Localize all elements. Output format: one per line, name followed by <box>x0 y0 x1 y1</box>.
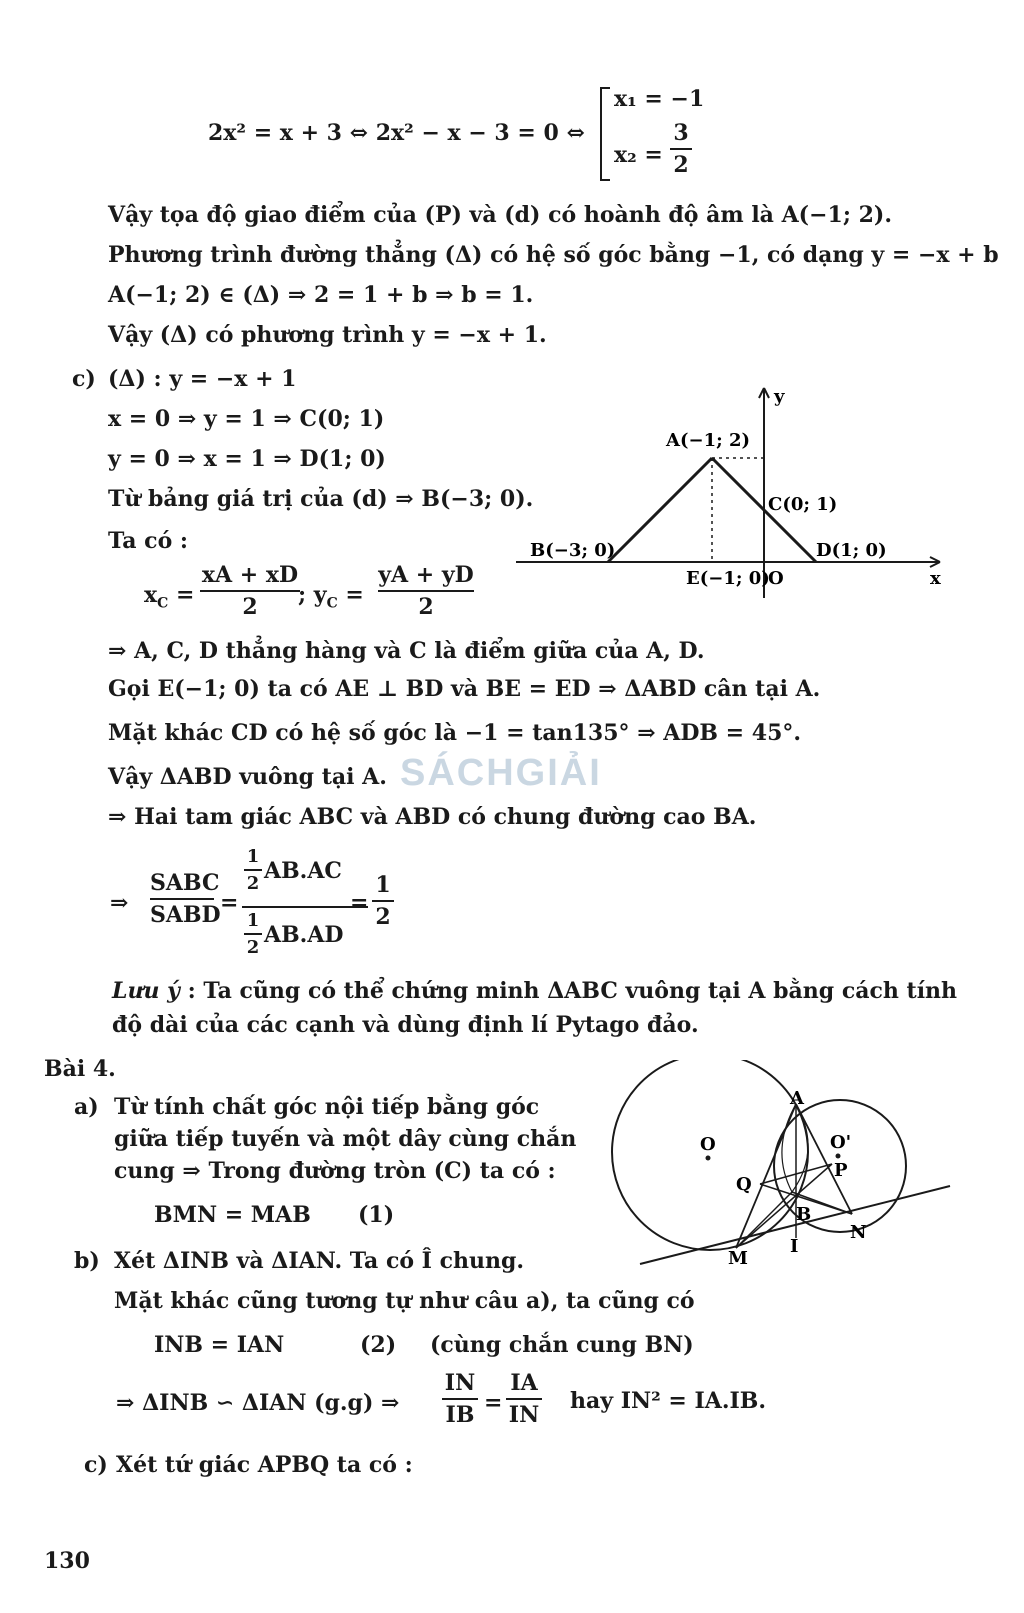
fraction-bar <box>244 933 262 935</box>
label-n: N <box>850 1222 867 1243</box>
fraction-denominator: 2 <box>246 873 260 894</box>
label-b: B <box>796 1204 812 1225</box>
equation-2: INB = IAN <box>154 1332 285 1358</box>
arc-ab-left <box>782 1104 796 1192</box>
area-ratio <box>150 870 221 928</box>
fraction-numerator: IA <box>510 1370 538 1396</box>
fraction-numerator: SABC <box>150 870 220 896</box>
fraction-numerator: 3 <box>673 120 689 146</box>
line-an <box>796 1104 852 1214</box>
text-line: A(−1; 2) ∈ (Δ) ⇒ 2 = 1 + b ⇒ b = 1. <box>108 282 534 308</box>
point-a-label: A(−1; 2) <box>666 430 751 451</box>
ab-ad: AB.AD <box>264 922 344 948</box>
bracket <box>598 86 612 182</box>
fraction-bar <box>244 869 262 871</box>
similarity-line: ⇒ ΔINB ∽ ΔIAN (g.g) ⇒ <box>116 1390 400 1416</box>
note-text: : Ta cũng có thể chứng minh ΔABC vuông tại A bằng cách tính <box>179 978 958 1004</box>
root-x1: x₁ = −1 <box>614 86 705 112</box>
label-i: I <box>790 1236 799 1257</box>
fraction-numerator: 1 <box>246 846 260 867</box>
label-o: O <box>700 1134 716 1155</box>
label-p: P <box>834 1160 848 1181</box>
yc-fraction <box>378 562 474 620</box>
fraction-bar <box>506 1398 542 1400</box>
fraction-denominator: 2 <box>242 594 258 620</box>
origin-label: O <box>768 568 784 589</box>
fraction-bar <box>200 590 300 592</box>
fraction-numerator: 1 <box>246 910 260 931</box>
watermark-logo: SÁCHGIẢI <box>400 752 602 794</box>
point-d-label: D(1; 0) <box>816 540 887 561</box>
fraction-numerator: yA + yD <box>378 562 474 588</box>
text-line: x = 0 ⇒ y = 1 ⇒ C(0; 1) <box>108 406 385 432</box>
note-line-1 <box>112 978 957 1004</box>
fraction-bar <box>442 1398 478 1400</box>
text-line: giữa tiếp tuyến và một dây cùng chắn <box>114 1126 577 1152</box>
y-label: y <box>774 386 785 407</box>
conclusion-in-squared: hay IN² = IA.IB. <box>570 1388 767 1414</box>
coordinate-graph <box>510 380 960 610</box>
equation-1-number: (1) <box>358 1202 395 1228</box>
line-ab <box>608 458 712 562</box>
center-o-dot <box>706 1156 711 1161</box>
text-line: Vậy ΔABD vuông tại A. <box>108 764 387 790</box>
label-q: Q <box>736 1174 752 1195</box>
circle-o <box>612 1060 808 1250</box>
equals: = <box>220 890 239 916</box>
text-line: Gọi E(−1; 0) ta có AE ⊥ BD và BE = ED ⇒ ΔABD cân tại A. <box>108 676 821 702</box>
label-o2: O' <box>830 1132 852 1153</box>
ratio-ia-in <box>506 1370 542 1428</box>
fraction-bar <box>378 590 474 592</box>
ab-ac: AB.AC <box>264 858 342 884</box>
fraction-numerator: 1 <box>375 872 391 898</box>
fraction-denominator: 2 <box>673 152 689 178</box>
root-x2-lhs: x₂ = <box>614 142 663 168</box>
text-line: Từ bảng giá trị của (d) ⇒ B(−3; 0). <box>108 486 534 512</box>
text-line: ⇒ Hai tam giác ABC và ABD có chung đường cao BA. <box>108 804 757 830</box>
text-line: Từ tính chất góc nội tiếp bằng góc <box>114 1094 540 1120</box>
text-line: Xét tứ giác APBQ ta có : <box>116 1452 413 1478</box>
fraction-numerator: xA + xD <box>201 562 299 588</box>
fraction-bar <box>150 898 214 900</box>
half-fraction <box>244 846 262 894</box>
text-line: Vậy (Δ) có phương trình y = −x + 1. <box>108 322 547 348</box>
part-c-label: c) <box>72 366 96 392</box>
text-line: ⇒ A, C, D thẳng hàng và C là điểm giữa của A, D. <box>108 638 705 664</box>
half-fraction <box>244 910 262 958</box>
yc-lhs: ; $y_C$ = <box>298 582 364 612</box>
point-b-label: B(−3; 0) <box>530 540 616 561</box>
text-line: cung ⇒ Trong đường tròn (C) ta có : <box>114 1158 556 1184</box>
ratio-in-ib <box>442 1370 478 1428</box>
text-line: Xét ΔINB và ΔIAN. Ta có Î chung. <box>114 1248 525 1274</box>
fraction-denominator: SABD <box>150 902 221 928</box>
equals: = <box>484 1390 503 1416</box>
part-b-label: b) <box>74 1248 100 1274</box>
xc-fraction <box>200 562 300 620</box>
xc-lhs: $x_C$ = <box>144 582 195 612</box>
point-c-label: C(0; 1) <box>768 494 838 515</box>
label-m: M <box>728 1248 748 1269</box>
equation-1: BMN = MAB <box>154 1202 311 1228</box>
equation-quadratic: 2x² = x + 3 ⇔ 2x² − x − 3 = 0 ⇔ <box>208 120 585 146</box>
root-x2-fraction <box>670 120 692 178</box>
x-label: x <box>930 568 941 589</box>
equation-2-note: (cùng chắn cung BN) <box>430 1332 694 1358</box>
part-c-label: c) <box>84 1452 108 1478</box>
section-title: Bài 4. <box>44 1056 116 1082</box>
fraction-bar <box>372 900 394 902</box>
fraction-numerator: IN <box>444 1370 476 1396</box>
text-line: y = 0 ⇒ x = 1 ⇒ D(1; 0) <box>108 446 386 472</box>
implies-arrow: ⇒ <box>110 890 129 916</box>
center-o2-dot <box>836 1154 841 1159</box>
fraction-denominator: IB <box>445 1402 475 1428</box>
line-mb <box>736 1192 792 1248</box>
fraction-denominator: 2 <box>375 904 391 930</box>
note-label: Lưu ý <box>112 978 180 1004</box>
fraction-denominator: IN <box>508 1402 540 1428</box>
equation-2-number: (2) <box>360 1332 397 1358</box>
fraction-denominator: 2 <box>246 937 260 958</box>
text-line: Mặt khác CD có hệ số góc là −1 = tan135° ⇒ ADB = 45°. <box>108 720 802 746</box>
note-line-2: độ dài của các cạnh và dùng định lí Pytago đảo. <box>112 1012 699 1038</box>
text-line: Ta có : <box>108 528 189 554</box>
label-a: A <box>790 1088 804 1109</box>
text-line: Mặt khác cũng tương tự như câu a), ta cũng có <box>114 1288 695 1314</box>
page-number: 130 <box>44 1548 90 1574</box>
text-line: (Δ) : y = −x + 1 <box>108 366 297 392</box>
point-e-label: E(−1; 0) <box>686 568 770 589</box>
equals: = <box>350 890 369 916</box>
fraction-bar <box>670 148 692 150</box>
text-line: Vậy tọa độ giao điểm của (P) và (d) có hoành độ âm là A(−1; 2). <box>108 202 892 228</box>
two-circles-figure <box>600 1060 960 1280</box>
result-fraction <box>372 872 394 930</box>
part-a-label: a) <box>74 1094 99 1120</box>
fraction-denominator: 2 <box>418 594 434 620</box>
text-line: Phương trình đường thẳng (Δ) có hệ số góc bằng −1, có dạng y = −x + b <box>108 242 999 268</box>
